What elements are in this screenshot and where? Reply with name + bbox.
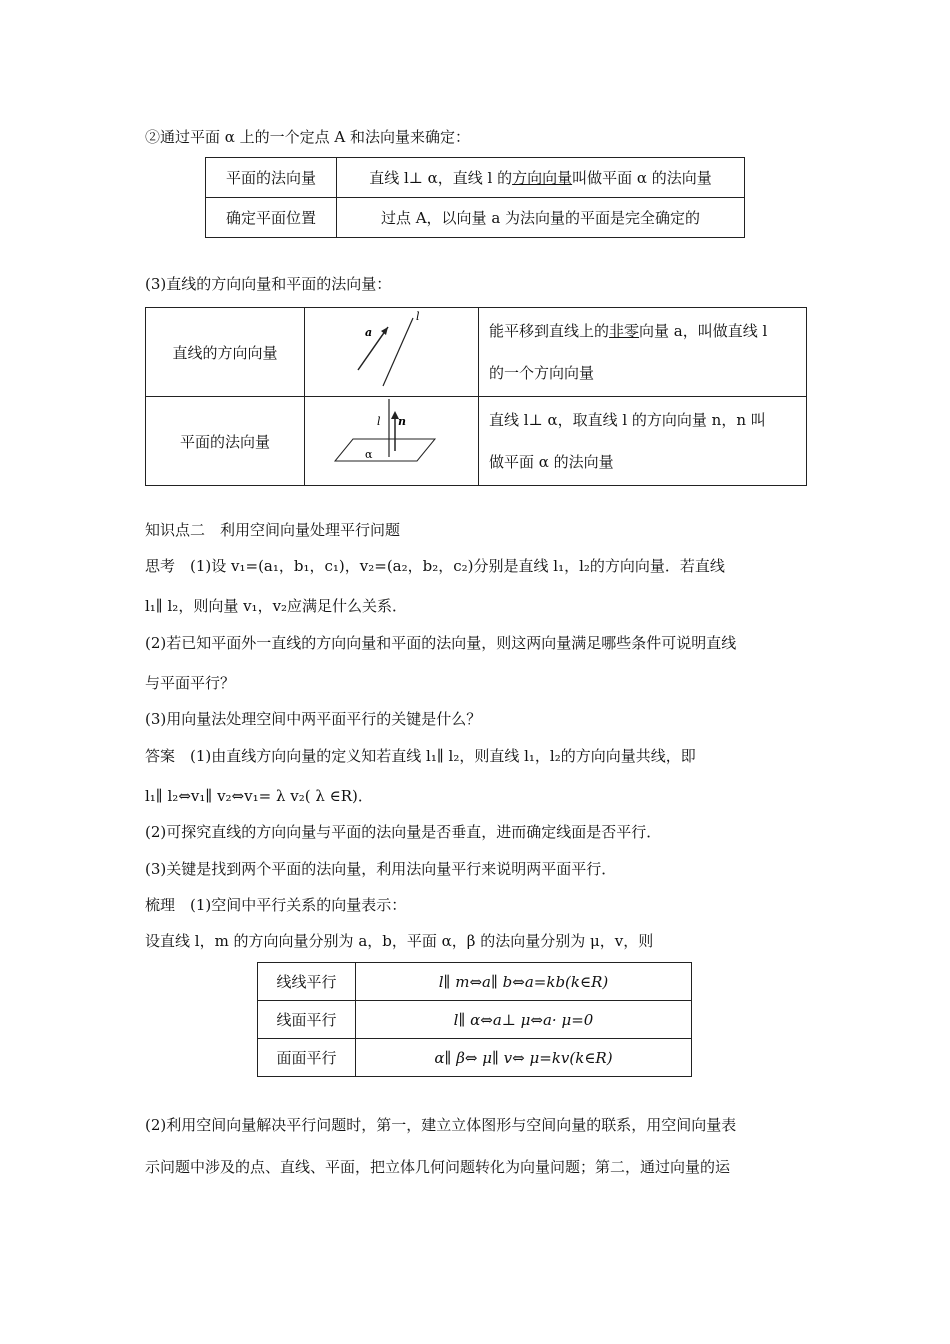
think-q1-line1: 思考 (1)设 v₁=(a₁，b₁，c₁)，v₂=(a₂，b₂，c₂)分别是直线 l₁，l₂的方向向量．若直线 (145, 557, 725, 575)
kp2-title: 知识点二 利用空间向量处理平行问题 (145, 521, 401, 539)
plane-alpha-label: α (365, 448, 373, 461)
table-row (258, 963, 692, 1001)
row-label: 线面平行 (258, 1001, 356, 1039)
table-row (258, 1001, 692, 1039)
intro-line: ②通过平面 α 上的一个定点 A 和法向量来确定： (145, 128, 471, 146)
line-l-label: l (377, 415, 381, 428)
vector-a-label: a (365, 326, 373, 339)
row-label: 线线平行 (258, 963, 356, 1001)
direction-vector-figure (305, 308, 478, 396)
row-formula: l∥ m⇔a∥ b⇔a=kb(k∈R) (356, 963, 692, 1001)
table-row (146, 397, 807, 486)
closing-line2: 示问题中涉及的点、直线、平面，把立体几何问题转化为向量问题；第二，通过向量的运 (145, 1158, 731, 1176)
row-desc: 直线 l⊥ α，取直线 l 的方向向量 n，n 叫 做平面 α 的法向量 (479, 397, 807, 486)
summary-line1: 梳理 (1)空间中平行关系的向量表示： (145, 896, 407, 914)
closing-line1: (2)利用空间向量解决平行问题时，第一，建立立体图形与空间向量的联系，用空间向量表 (145, 1116, 737, 1134)
think-q3: (3)用向量法处理空间中两平面平行的关键是什么？ (145, 710, 482, 728)
row-desc: 过点 A，以向量 a 为法向量的平面是完全确定的 (337, 198, 745, 238)
figure-cell (305, 308, 479, 397)
underlined-term: 非零 (609, 322, 640, 340)
row-desc: 直线 l⊥ α，直线 l 的方向向量叫做平面 α 的法向量 (337, 158, 745, 198)
row-label: 平面的法向量 (206, 158, 337, 198)
table-parallel-relations (257, 962, 692, 1077)
underlined-term: 方向向量 (512, 169, 573, 187)
row-label: 平面的法向量 (146, 397, 305, 486)
think-q1-line2: l₁∥ l₂，则向量 v₁，v₂应满足什么关系． (145, 597, 408, 615)
line-l-label: l (416, 310, 420, 323)
answer-a2: (2)可探究直线的方向向量与平面的法向量是否垂直，进而确定线面是否平行． (145, 823, 662, 841)
row-desc: 能平移到直线上的非零向量 a，叫做直线 l 的一个方向向量 (479, 308, 807, 397)
row-label: 确定平面位置 (206, 198, 337, 238)
row-label: 直线的方向向量 (146, 308, 305, 397)
row-formula: l∥ α⇔a⊥ μ⇔a· μ=0 (356, 1001, 692, 1039)
answer-a1-line2: l₁∥ l₂⇔v₁∥ v₂⇔v₁= λ v₂( λ ∈R)． (145, 787, 373, 805)
plane-normal-figure (305, 397, 478, 485)
table-row (258, 1039, 692, 1077)
answer-a3: (3)关键是找到两个平面的法向量，利用法向量平行来说明两平面平行． (145, 860, 617, 878)
figure-cell (305, 397, 479, 486)
table-direction-normal (145, 307, 807, 486)
row-formula: α∥ β⇔ μ∥ v⇔ μ=kv(k∈R) (356, 1039, 692, 1077)
think-q2-line1: (2)若已知平面外一直线的方向向量和平面的法向量，则这两向量满足哪些条件可说明直线 (145, 634, 737, 652)
section3-title: (3)直线的方向向量和平面的法向量： (145, 275, 392, 293)
vector-n-label: n (398, 415, 406, 428)
summary-line2: 设直线 l，m 的方向向量分别为 a，b，平面 α，β 的法向量分别为 μ，v，则 (145, 932, 654, 950)
table-plane-normal-position (205, 157, 745, 238)
table-row (146, 308, 807, 397)
row-label: 面面平行 (258, 1039, 356, 1077)
table-row (206, 158, 745, 198)
think-q2-line2: 与平面平行？ (145, 674, 236, 692)
answer-a1-line1: 答案 (1)由直线方向向量的定义知若直线 l₁∥ l₂，则直线 l₁，l₂的方向向量共线，即 (145, 747, 696, 765)
table-row (206, 198, 745, 238)
